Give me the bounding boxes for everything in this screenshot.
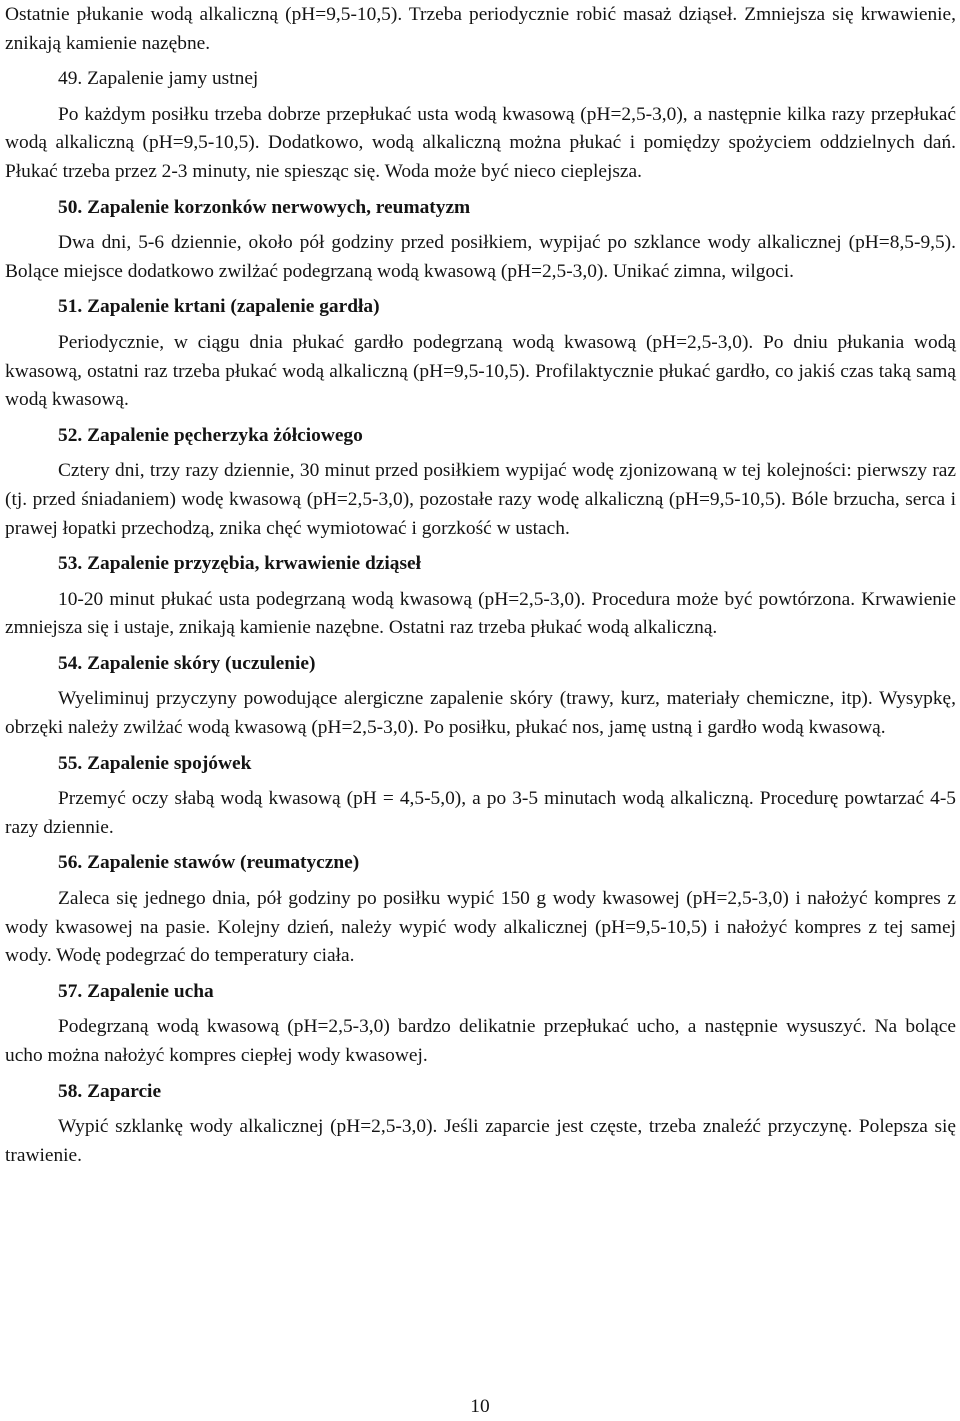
section-heading: 56. Zapalenie stawów (reumatyczne): [58, 852, 360, 874]
section-body: Periodycznie, w ciągu dnia płukać gardło podegrzaną wodą kwasową (pH=2,5-3,0). Po dniu płukania wodą kwasową, ostatni raz trzeba płukać wodą alkaliczną (pH=9,5-10,5). Profilaktycznie płukać gardło, co jakiś czas taką samą wodą kwasową.: [5, 331, 956, 411]
section-56: [5, 849, 956, 970]
section-body: Wypić szklankę wody alkalicznej (pH=2,5-3,0). Jeśli zaparcie jest częste, trzeba znaleźć przyczynę. Polepsza się trawienie.: [5, 1116, 956, 1166]
section-53: [5, 550, 956, 643]
section-body: Zaleca się jednego dnia, pół godziny po posiłku wypić 150 g wody kwasowej (pH=2,5-3,0) i nałożyć kompres z wody kwasowej na pasie. Kolejny dzień, należy wypić wody alkalicznej (pH=9,5-10,5) i nałożyć kompres z tej samej wody. Wodę podegrzać do temperatury ciała.: [5, 888, 956, 967]
section-heading: 58. Zaparcie: [58, 1080, 162, 1102]
section-52: [5, 422, 956, 543]
section-58: [5, 1078, 956, 1171]
section-heading: 50. Zapalenie korzonków nerwowych, reumatyzm: [58, 196, 471, 218]
section-heading: 51. Zapalenie krtani (zapalenie gardła): [58, 296, 380, 318]
section-body: 10-20 minut płukać usta podegrzaną wodą kwasową (pH=2,5-3,0). Procedura może być powtórzona. Krwawienie zmniejsza się i ustaje, znikają kamienie nazębne. Ostatni raz trzeba płukać wodą alkaliczną.: [5, 588, 956, 639]
section-body: Po każdym posiłku trzeba dobrze przepłukać usta wodą kwasową (pH=2,5-3,0), a następnie kilka razy przepłukać wodą alkaliczną (pH=9,5-10,5). Dodatkowo, wodą alkaliczną można płukać i pomiędzy spożyciem oddzielnych dań. Płukać trzeba przez 2-3 minuty, nie spiesząc się. Woda może być nieco cieplejsza.: [5, 103, 956, 182]
document-page: [5, 0, 956, 1417]
section-body: Dwa dni, 5-6 dziennie, około pół godziny przed posiłkiem, wypijać po szklance wody alkalicznej (pH=8,5-9,5). Bolące miejsce dodatkowo zwilżać podegrzaną wodą kwasową (pH=2,5-3,0). Unikać zimna, wilgoci.: [5, 232, 956, 282]
section-body: Wyeliminuj przyczyny powodujące alergiczne zapalenie skóry (trawy, kurz, materiały chemiczne, itp). Wysypkę, obrzęki należy zwilżać wodą kwasową (pH=2,5-3,0). Po posiłku, płukać nos, jamę ustną i gardło wodą kwasową.: [5, 688, 956, 739]
section-heading: 49. Zapalenie jamy ustnej: [58, 68, 259, 90]
section-body: Cztery dni, trzy razy dziennie, 30 minut przed posiłkiem wypijać wodę zjonizowaną w tej kolejności: pierwszy raz (tj. przed śniadaniem) wodę kwasową (pH=2,5-3,0), pozostałe razy wodę alkaliczną (pH=9,5-10,5). Bóle brzucha, serca i prawej łopatki przechodzą, znika chęć wymiotować i gorzkość w ustach.: [5, 460, 956, 539]
section-54: [5, 650, 956, 743]
section-heading: 52. Zapalenie pęcherzyka żółciowego: [58, 424, 363, 446]
section-51: [5, 293, 956, 414]
page-number: 10: [470, 1396, 490, 1417]
section-heading: 55. Zapalenie spojówek: [58, 752, 252, 774]
section-body: Podegrzaną wodą kwasową (pH=2,5-3,0) bardzo delikatnie przepłukać ucho, a następnie wysuszyć. Na bolące ucho można nałożyć kompres ciepłej wody kwasowej.: [5, 1016, 956, 1066]
section-50: [5, 194, 956, 287]
section-body: Przemyć oczy słabą wodą kwasową (pH = 4,5-5,0), a po 3-5 minutach wodą alkaliczną. Procedurę powtarzać 4-5 razy dziennie.: [5, 788, 956, 838]
section-49: [5, 65, 956, 186]
section-57: [5, 978, 956, 1071]
section-55: [5, 750, 956, 843]
intro-paragraph: Ostatnie płukanie wodą alkaliczną (pH=9,5-10,5). Trzeba periodycznie robić masaż dziąseł. Zmniejsza się krwawienie, znikają kamienie nazębne.: [5, 4, 956, 54]
section-heading: 54. Zapalenie skóry (uczulenie): [58, 652, 316, 674]
section-heading: 57. Zapalenie ucha: [58, 980, 214, 1002]
section-heading: 53. Zapalenie przyzębia, krwawienie dziąseł: [58, 553, 422, 575]
